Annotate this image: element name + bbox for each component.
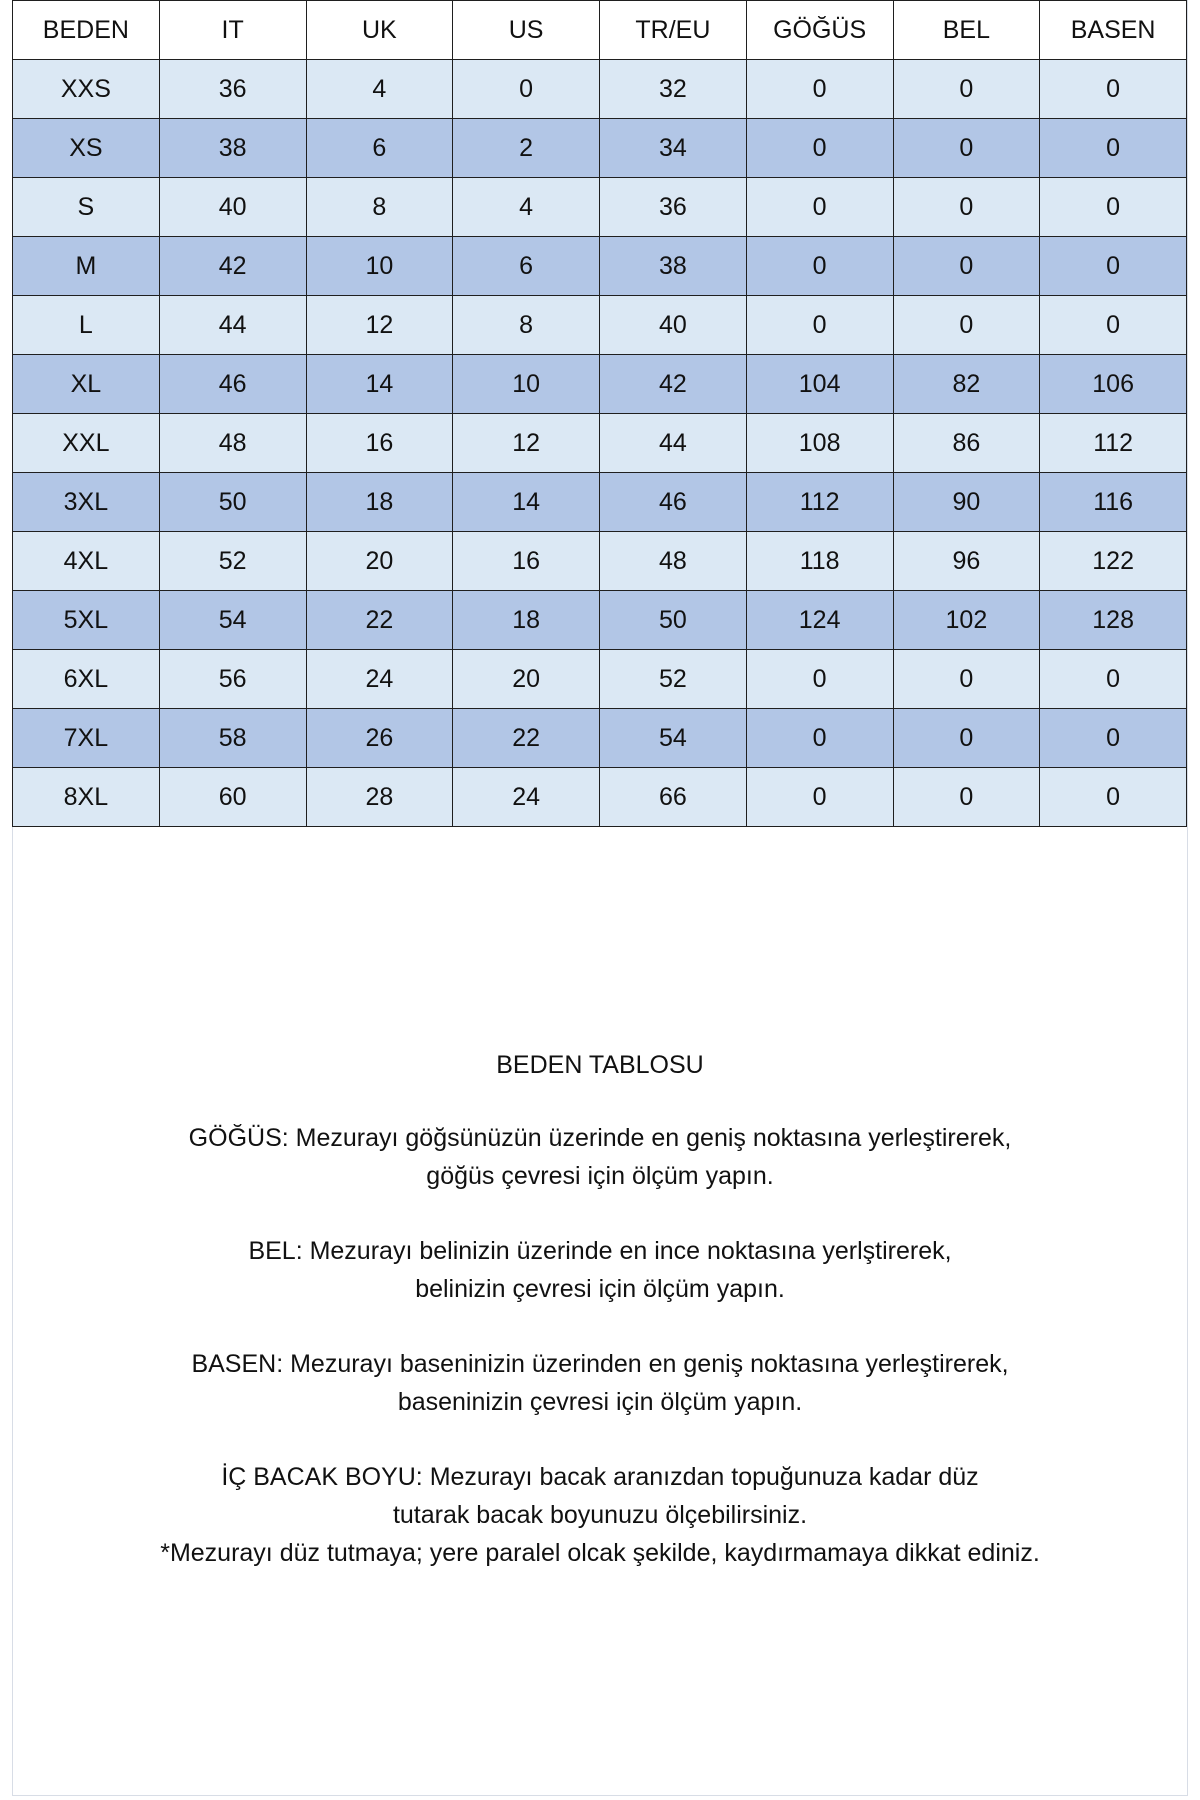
table-cell: 16	[453, 532, 600, 591]
table-cell: 40	[600, 296, 747, 355]
table-cell: 4	[306, 60, 453, 119]
table-cell: 106	[1040, 355, 1187, 414]
table-row	[13, 650, 1187, 709]
table-cell: 20	[453, 650, 600, 709]
table-cell: 0	[746, 60, 893, 119]
table-row	[13, 178, 1187, 237]
table-row	[13, 414, 1187, 473]
header-row	[13, 1, 1187, 60]
table-cell: 20	[306, 532, 453, 591]
table-cell: 2	[453, 119, 600, 178]
table-cell: 124	[746, 591, 893, 650]
table-cell: 48	[159, 414, 306, 473]
table-cell: 86	[893, 414, 1040, 473]
table-cell: 0	[893, 237, 1040, 296]
table-cell: 42	[600, 355, 747, 414]
table-cell: 10	[306, 237, 453, 296]
table-row	[13, 119, 1187, 178]
table-cell: 50	[600, 591, 747, 650]
table-cell: 0	[746, 296, 893, 355]
table-cell: 0	[746, 119, 893, 178]
chest-instructions	[12, 1119, 1188, 1195]
header-cell: GÖĞÜS	[746, 1, 893, 60]
instruction-line: İÇ BACAK BOYU: Mezurayı bacak aranızdan topuğunuza kadar düz	[221, 1463, 979, 1491]
table-cell: 0	[1040, 178, 1187, 237]
table-cell: 42	[159, 237, 306, 296]
table-cell: 0	[893, 60, 1040, 119]
table-cell: 28	[306, 768, 453, 827]
table-cell: 112	[746, 473, 893, 532]
size-table	[12, 0, 1187, 827]
table-cell: 14	[306, 355, 453, 414]
table-cell: 0	[746, 650, 893, 709]
table-cell: 116	[1040, 473, 1187, 532]
instruction-line: göğüs çevresi için ölçüm yapın.	[426, 1162, 774, 1190]
table-row	[13, 296, 1187, 355]
size-label-cell: 4XL	[13, 532, 160, 591]
table-cell: 54	[159, 591, 306, 650]
table-cell: 102	[893, 591, 1040, 650]
table-row	[13, 591, 1187, 650]
table-cell: 18	[306, 473, 453, 532]
size-label-cell: 6XL	[13, 650, 160, 709]
instruction-line: GÖĞÜS: Mezurayı göğsünüzün üzerinde en geniş noktasına yerleştirerek,	[188, 1124, 1012, 1152]
table-cell: 40	[159, 178, 306, 237]
table-cell: 52	[600, 650, 747, 709]
table-cell: 22	[306, 591, 453, 650]
hip-instructions	[12, 1345, 1188, 1421]
table-row	[13, 60, 1187, 119]
table-cell: 82	[893, 355, 1040, 414]
table-cell: 0	[746, 237, 893, 296]
inseam-instructions	[12, 1458, 1188, 1572]
table-cell: 6	[306, 119, 453, 178]
table-cell: 52	[159, 532, 306, 591]
table-cell: 36	[600, 178, 747, 237]
header-cell: BEDEN	[13, 1, 160, 60]
size-label-cell: 5XL	[13, 591, 160, 650]
table-cell: 0	[1040, 650, 1187, 709]
table-cell: 32	[600, 60, 747, 119]
table-cell: 48	[600, 532, 747, 591]
table-cell: 24	[306, 650, 453, 709]
size-label-cell: M	[13, 237, 160, 296]
table-row	[13, 532, 1187, 591]
table-cell: 112	[1040, 414, 1187, 473]
table-cell: 0	[453, 60, 600, 119]
table-cell: 0	[1040, 237, 1187, 296]
table-cell: 0	[1040, 119, 1187, 178]
size-label-cell: 7XL	[13, 709, 160, 768]
table-row	[13, 237, 1187, 296]
table-cell: 0	[893, 650, 1040, 709]
size-label-cell: XXS	[13, 60, 160, 119]
table-cell: 0	[893, 768, 1040, 827]
table-cell: 46	[600, 473, 747, 532]
table-cell: 104	[746, 355, 893, 414]
table-cell: 90	[893, 473, 1040, 532]
table-cell: 96	[893, 532, 1040, 591]
instruction-line: BASEN: Mezurayı baseninizin üzerinden en geniş noktasına yerleştirerek,	[191, 1350, 1009, 1378]
size-guide-info	[12, 1046, 1188, 1572]
size-label-cell: XL	[13, 355, 160, 414]
header-cell: IT	[159, 1, 306, 60]
table-cell: 44	[600, 414, 747, 473]
table-row	[13, 709, 1187, 768]
table-cell: 0	[746, 709, 893, 768]
table-cell: 46	[159, 355, 306, 414]
header-cell: US	[453, 1, 600, 60]
table-cell: 22	[453, 709, 600, 768]
size-label-cell: 3XL	[13, 473, 160, 532]
table-cell: 8	[453, 296, 600, 355]
table-cell: 56	[159, 650, 306, 709]
table-cell: 44	[159, 296, 306, 355]
table-cell: 0	[893, 178, 1040, 237]
table-cell: 0	[893, 119, 1040, 178]
table-cell: 122	[1040, 532, 1187, 591]
size-label-cell: 8XL	[13, 768, 160, 827]
table-cell: 24	[453, 768, 600, 827]
header-cell: BASEN	[1040, 1, 1187, 60]
table-cell: 16	[306, 414, 453, 473]
table-cell: 0	[893, 709, 1040, 768]
table-cell: 0	[1040, 296, 1187, 355]
instruction-line: tutarak bacak boyunuzu ölçebilirsiniz.	[392, 1501, 808, 1529]
table-cell: 4	[453, 178, 600, 237]
table-cell: 128	[1040, 591, 1187, 650]
guide-title: BEDEN TABLOSU	[496, 1051, 704, 1079]
table-cell: 38	[600, 237, 747, 296]
table-cell: 0	[1040, 60, 1187, 119]
table-cell: 34	[600, 119, 747, 178]
table-cell: 36	[159, 60, 306, 119]
table-cell: 118	[746, 532, 893, 591]
size-label-cell: S	[13, 178, 160, 237]
table-cell: 66	[600, 768, 747, 827]
table-cell: 60	[159, 768, 306, 827]
table-cell: 8	[306, 178, 453, 237]
table-cell: 12	[306, 296, 453, 355]
table-cell: 50	[159, 473, 306, 532]
table-row	[13, 355, 1187, 414]
instruction-line: belinizin çevresi için ölçüm yapın.	[415, 1275, 785, 1303]
header-cell: UK	[306, 1, 453, 60]
instruction-line: BEL: Mezurayı belinizin üzerinde en ince noktasına yerlştirerek,	[248, 1237, 952, 1265]
table-cell: 26	[306, 709, 453, 768]
table-cell: 6	[453, 237, 600, 296]
header-cell: BEL	[893, 1, 1040, 60]
table-cell: 12	[453, 414, 600, 473]
table-cell: 0	[893, 296, 1040, 355]
instruction-note: *Mezurayı düz tutmaya; yere paralel olcak şekilde, kaydırmamaya dikkat ediniz.	[160, 1539, 1040, 1567]
table-cell: 0	[1040, 709, 1187, 768]
table-row	[13, 473, 1187, 532]
table-cell: 0	[1040, 768, 1187, 827]
table-body	[13, 60, 1187, 827]
table-cell: 54	[600, 709, 747, 768]
table-cell: 0	[746, 768, 893, 827]
table-cell: 108	[746, 414, 893, 473]
table-cell: 0	[746, 178, 893, 237]
size-label-cell: XS	[13, 119, 160, 178]
table-cell: 18	[453, 591, 600, 650]
instruction-line: baseninizin çevresi için ölçüm yapın.	[397, 1388, 803, 1416]
table-cell: 58	[159, 709, 306, 768]
table-cell: 14	[453, 473, 600, 532]
waist-instructions	[12, 1232, 1188, 1308]
table-cell: 10	[453, 355, 600, 414]
size-label-cell: L	[13, 296, 160, 355]
table-cell: 38	[159, 119, 306, 178]
size-label-cell: XXL	[13, 414, 160, 473]
header-cell: TR/EU	[600, 1, 747, 60]
table-row	[13, 768, 1187, 827]
